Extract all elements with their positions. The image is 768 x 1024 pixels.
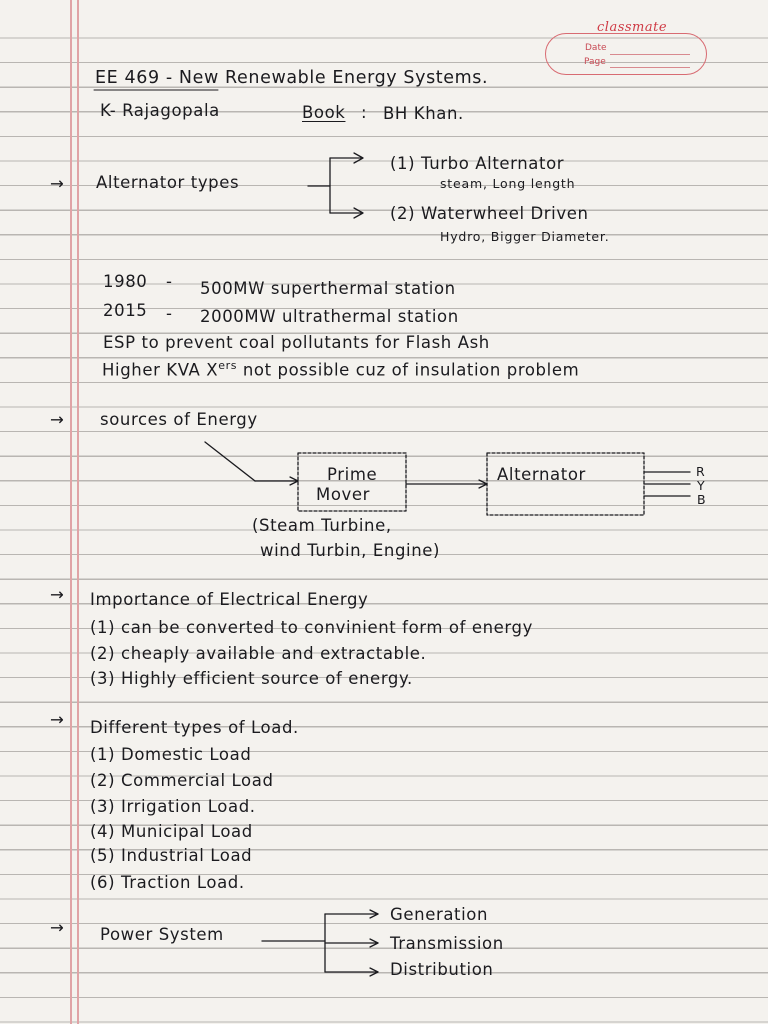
station-year-2: 2015 — [103, 301, 148, 320]
alternator-bracket — [308, 153, 363, 218]
alternator-type-2: (2) Waterwheel Driven — [390, 204, 589, 223]
sources-heading: sources of Energy — [100, 410, 258, 429]
alternator-type-1-note: steam, Long length — [440, 176, 576, 191]
arrow-bullet-icon: → — [50, 918, 65, 937]
course-title: EE 469 - New Renewable Energy Systems. — [95, 68, 489, 88]
brand-logo-text: classmate — [597, 20, 668, 35]
power-part-generation: Generation — [390, 905, 489, 924]
alternator-types-label: Alternator types — [96, 173, 240, 192]
importance-heading: Importance of Electrical Energy — [90, 590, 369, 609]
station-dash-1: - — [166, 272, 173, 291]
load-item-4: (4) Municipal Load — [90, 822, 253, 841]
phase-y: Y — [697, 478, 706, 493]
arrow-bullet-icon: → — [50, 410, 65, 429]
book-separator: : — [361, 103, 368, 122]
alternator-block-label: Alternator — [497, 465, 586, 484]
load-item-3: (3) Irrigation Load. — [90, 797, 256, 816]
author-name: K- Rajagopala — [100, 101, 220, 120]
alternator-type-1: (1) Turbo Alternator — [390, 154, 565, 173]
kva-note-pre: Higher KVA X — [102, 360, 219, 380]
esp-note: ESP to prevent coal pollutants for Flash Ash — [103, 333, 490, 352]
load-item-6: (6) Traction Load. — [90, 873, 245, 892]
kva-note-post: not possible cuz of insulation problem — [237, 360, 580, 380]
station-text-1: 500MW superthermal station — [200, 279, 456, 298]
power-part-distribution: Distribution — [390, 960, 494, 979]
importance-item-2: (2) cheaply available and extractable. — [90, 644, 427, 663]
arrow-bullet-icon: → — [50, 174, 65, 193]
phase-r: R — [696, 464, 706, 479]
alternator-type-2-note: Hydro, Bigger Diameter. — [440, 229, 610, 244]
prime-mover-examples-1: (Steam Turbine, — [252, 516, 392, 535]
loads-heading: Different types of Load. — [90, 718, 299, 737]
power-part-transmission: Transmission — [390, 934, 504, 953]
date-label: Date — [585, 43, 607, 53]
load-item-2: (2) Commercial Load — [90, 771, 274, 790]
station-dash-2: - — [166, 304, 173, 323]
importance-item-3: (3) Highly efficient source of energy. — [90, 669, 413, 688]
station-year-1: 1980 — [103, 272, 148, 291]
book-label: Book — [302, 103, 346, 122]
load-item-5: (5) Industrial Load — [90, 846, 253, 865]
power-system-bracket — [262, 910, 378, 976]
kva-note-sup: ers — [218, 359, 238, 372]
page-label: Page — [584, 57, 606, 67]
prime-mover-label-2: Mover — [316, 485, 371, 504]
arrow-bullet-icon: → — [50, 710, 65, 729]
load-item-1: (1) Domestic Load — [90, 745, 252, 764]
phase-b: B — [697, 492, 707, 507]
arrow-bullet-icon: → — [50, 585, 65, 604]
power-system-label: Power System — [100, 925, 224, 944]
sources-diagram — [205, 442, 690, 515]
prime-mover-examples-2: wind Turbin, Engine) — [260, 541, 441, 560]
station-text-2: 2000MW ultrathermal station — [200, 307, 459, 326]
prime-mover-label-1: Prime — [327, 465, 378, 484]
book-value: BH Khan. — [383, 104, 464, 123]
importance-item-1: (1) can be converted to convinient form of energy — [90, 618, 533, 637]
